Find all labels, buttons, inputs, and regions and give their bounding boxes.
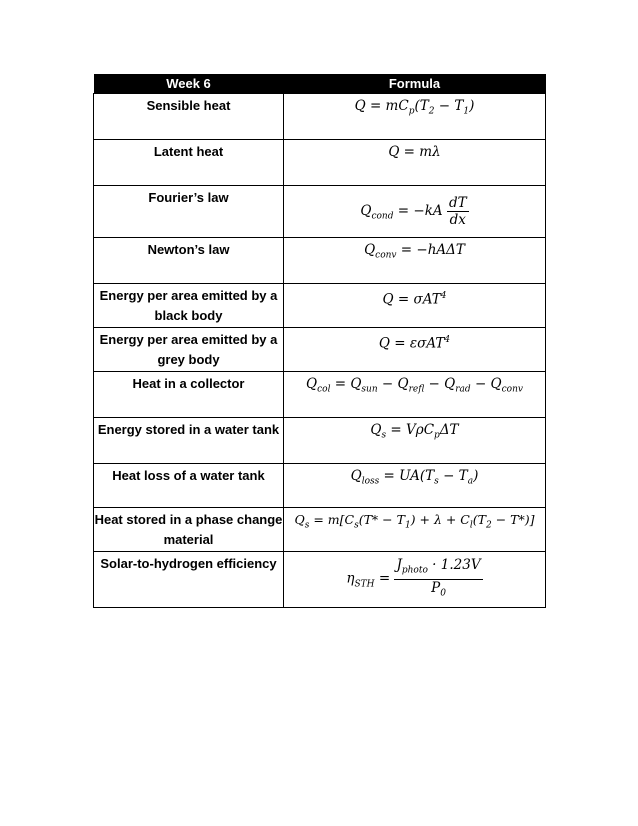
- table-row: [94, 94, 546, 140]
- row-name: Energy per area emitted by a grey body: [94, 328, 284, 372]
- row-name: Sensible heat: [94, 94, 284, 140]
- table-row: [94, 328, 546, 372]
- table-row: [94, 372, 546, 418]
- header-week: Week 6: [94, 74, 284, 94]
- table-row: [94, 508, 546, 552]
- formula-water-tank-storage: $Q_s = V\rho C_p\Delta T$: [284, 418, 546, 464]
- formula-black-body: Q = σAT$^4$: [284, 284, 546, 328]
- table-row: [94, 238, 546, 284]
- row-name: Latent heat: [94, 140, 284, 186]
- formula-latent-heat: Q = mλ: [284, 140, 546, 186]
- table-row: [94, 464, 546, 508]
- row-name: Fourier’s law: [94, 186, 284, 238]
- table-header-row: [94, 74, 546, 94]
- row-name: Solar-to-hydrogen efficiency: [94, 552, 284, 608]
- table-row: [94, 552, 546, 608]
- row-name: Energy per area emitted by a black body: [94, 284, 284, 328]
- formula-fourier-law: $Q_{cond} = -kA$ $\frac{dT}{dx}$: [284, 186, 546, 238]
- formula-solar-hydrogen: $\eta_{STH}$ = $\frac{J_{photo} \cdot 1.23V}{P_0}$: [284, 552, 546, 608]
- table-row: [94, 186, 546, 238]
- table-row: [94, 284, 546, 328]
- formula-table: [93, 74, 546, 608]
- row-name: Heat loss of a water tank: [94, 464, 284, 508]
- row-name: Heat in a collector: [94, 372, 284, 418]
- formula-grey-body: Q = εσAT$^4$: [284, 328, 546, 372]
- row-name: Energy stored in a water tank: [94, 418, 284, 464]
- formula-collector: $Q_{col} = Q_{sun} - Q_{refl} - Q_{rad} - Q_{conv}$: [284, 372, 546, 418]
- table-row: [94, 140, 546, 186]
- row-name: Newton’s law: [94, 238, 284, 284]
- row-name: Heat stored in a phase change material: [94, 508, 284, 552]
- header-formula: Formula: [284, 74, 546, 94]
- formula-water-tank-loss: $Q_{loss} = UA(T_s - T_a)$: [284, 464, 546, 508]
- table-row: [94, 418, 546, 464]
- formula-phase-change: $Q_s = m[C_s(T* - T_1) + \lambda + C_l(T_2 - T*)]$: [284, 508, 546, 552]
- formula-newton-law: $Q_{conv} = -hA\Delta T$: [284, 238, 546, 284]
- formula-sensible-heat: $Q = mC_p(T_2 - T_1)$: [284, 94, 546, 140]
